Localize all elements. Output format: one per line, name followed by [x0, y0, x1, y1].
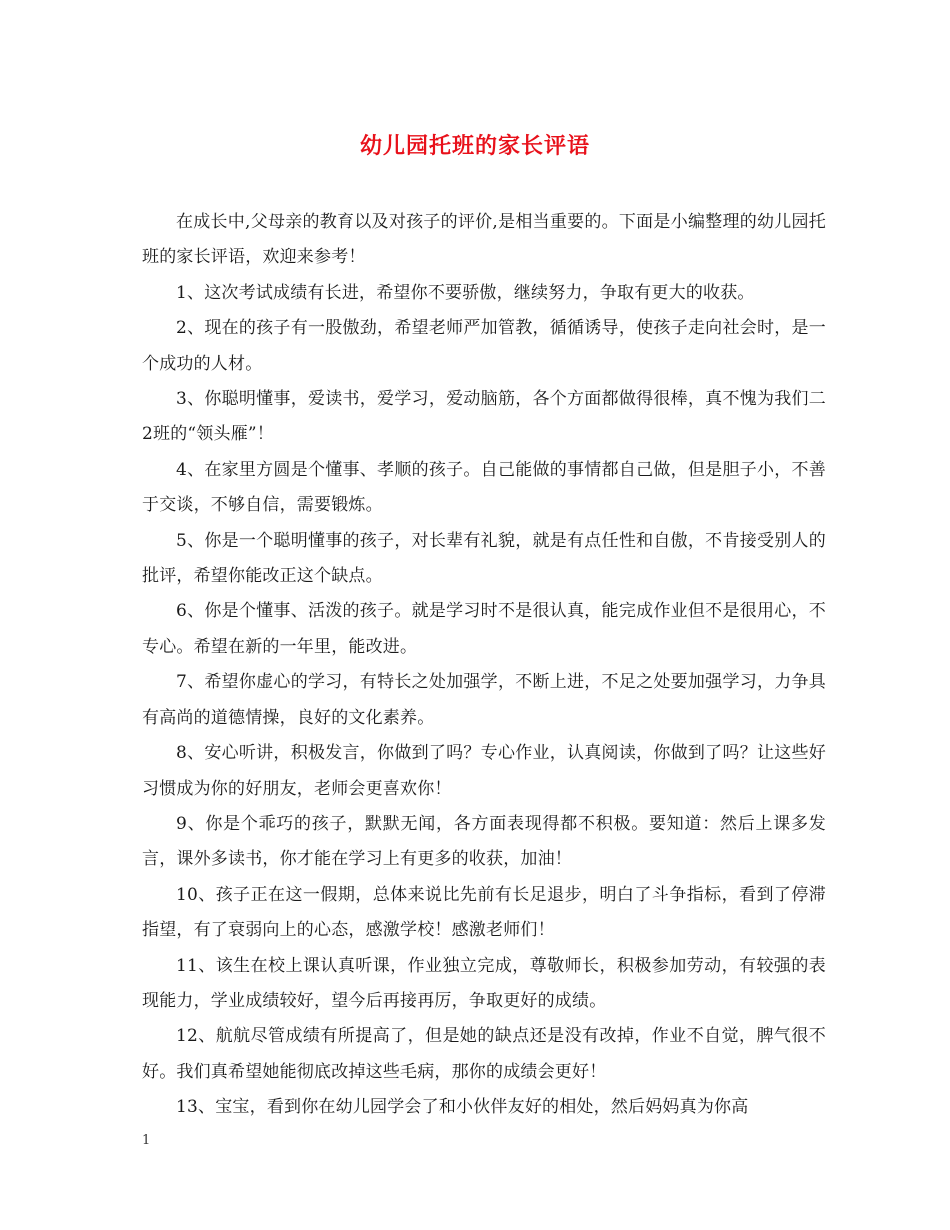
- document-title: 幼儿园托班的家长评语: [359, 134, 590, 159]
- page-number: 1: [142, 1133, 151, 1148]
- comment-paragraph-4: 4、在家里方圆是个懂事、孝顺的孩子。自己能做的事情都自己做，但是胆子小，不善于交谈，不够自信，需要锻炼。: [142, 459, 826, 516]
- comment-paragraph-6: 6、你是个懂事、活泼的孩子。就是学习时不是很认真，能完成作业但不是很用心，不专心。希望在新的一年里，能改进。: [142, 601, 826, 657]
- comment-paragraph-10: 10、孩子正在这一假期，总体来说比先前有长足退步，明白了斗争指标，看到了停滞指望，有了衰弱向上的心态，感激学校！感激老师们！: [142, 884, 826, 941]
- intro-paragraph: 在成长中,父母亲的教育以及对孩子的评价,是相当重要的。下面是小编整理的幼儿园托班的家长评语，欢迎来参考！: [142, 212, 826, 268]
- comment-paragraph-1: 1、这次考试成绩有长进，希望你不要骄傲，继续努力，争取有更大的收获。: [176, 282, 755, 303]
- comment-paragraph-3: 3、你聪明懂事，爱读书，爱学习，爱动脑筋，各个方面都做得很棒，真不愧为我们二2班的“领头雁”！: [142, 389, 826, 445]
- comment-paragraph-2: 2、现在的孩子有一股傲劲，希望老师严加管教，循循诱导，使孩子走向社会时，是一个成功的人材。: [142, 318, 826, 374]
- comment-paragraph-13: 13、宝宝，看到你在幼儿园学会了和小伙伴友好的相处，然后妈妈真为你高: [176, 1097, 749, 1118]
- comment-paragraph-5: 5、你是一个聪明懂事的孩子，对长辈有礼貌，就是有点任性和自傲，不肯接受别人的批评，希望你能改正这个缺点。: [142, 530, 826, 587]
- comment-paragraph-12: 12、航航尽管成绩有所提高了，但是她的缺点还是没有改掉，作业不自觉，脾气很不好。我们真希望她能彻底改掉这些毛病，那你的成绩会更好！: [142, 1026, 826, 1082]
- comment-paragraph-7: 7、希望你虚心的学习，有特长之处加强学，不断上进，不足之处要加强学习，力争具有高尚的道德情操，良好的文化素养。: [142, 672, 826, 728]
- comment-paragraph-9: 9、你是个乖巧的孩子，默默无闻，各方面表现得都不积极。要知道：然后上课多发言，课外多读书，你才能在学习上有更多的收获，加油！: [142, 813, 826, 870]
- comment-paragraph-8: 8、安心听讲，积极发言，你做到了吗？专心作业，认真阅读，你做到了吗？让这些好习惯成为你的好朋友，老师会更喜欢你！: [142, 743, 826, 799]
- document-body: [142, 205, 826, 1126]
- comment-paragraph-11: 11、该生在校上课认真听课，作业独立完成，尊敬师长，积极参加劳动，有较强的表现能力，学业成绩较好，望今后再接再厉，争取更好的成绩。: [142, 955, 826, 1011]
